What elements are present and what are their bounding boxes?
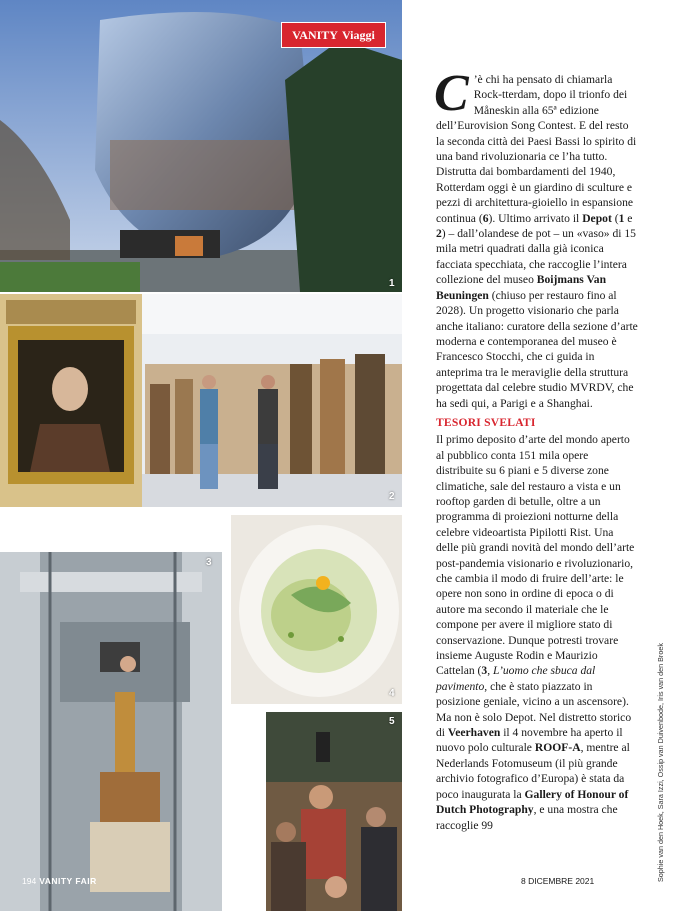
- page-number: 194: [22, 876, 37, 886]
- footer-folio: [22, 876, 97, 886]
- drop-cap: C: [434, 65, 469, 122]
- section-heading: TESORI SVELATI: [436, 415, 536, 429]
- article-paragraph-3: Ma non è solo Depot. Nel distretto storico di Veerhaven il 4 novembre ha aperto il nuovo polo culturale ROOF-A, mentre al Nederlands Fotomuseum (il più grande archivio fotografico d’Europa) è stata da poco inaugurata la Gallery of Honour of Dutch Photography, e una mostra che raccoglie 99: [436, 710, 632, 832]
- article-paragraph-1: C ’è chi ha pensato di chiamarla Rock-tterdam, dopo il trionfo dei Måneskin alla 65ª edizione dell’Eurovision Song Contest. E del resto la seconda città dei Paesi Bassi lo spirito di una band rivoluzionaria ce l’ha tutto. Distrutta dai bombardamenti del 1940, Rotterdam oggi è un giardino di sculture e pezzi di architettura-gioiello in espansione continua (6). Ultimo arrivato il Depot (1 e 2) – dall’olandese de pot – un «vaso» di 15 mila metri quadrati dalla già iconica facciata specchiata, che raccoglie l’intera collezione del museo Boijmans Van Beuningen (chiuso per restauro fino al 2028). Un progetto visionario che parla anche italiano: curatore della sezione d’arte moderna e contemporanea del museo è Francesco Stocchi, che ci guida in anteprima tra le meraviglie della struttura progettata dal celebre studio MVRDV, che ha sedi qui, a Parigi e a Shanghai.: [434, 65, 638, 410]
- photo-number-5: 5: [389, 716, 395, 727]
- photo-number-2: 2: [389, 491, 395, 502]
- photo-number-3: 3: [206, 557, 212, 568]
- photo-photographers: [266, 712, 402, 911]
- issue-date: 8 DICEMBRE 2021: [521, 876, 595, 886]
- section-badge: [281, 22, 386, 48]
- article-text: [434, 65, 638, 833]
- photo-number-4: 4: [389, 688, 395, 699]
- photo-credits: Sophie van den Hoek, Sara Izzi, Ossip van Duivenbode, Iris van den Broek: [656, 643, 665, 882]
- magazine-name: VANITY FAIR: [39, 876, 97, 886]
- photo-cattelan-elevator: [0, 552, 222, 911]
- badge-section: Viaggi: [341, 27, 375, 42]
- photo-depot-interior: [0, 294, 402, 507]
- badge-brand: VANITY: [292, 27, 338, 42]
- photo-number-1: 1: [389, 278, 395, 289]
- photo-dish: [231, 515, 402, 704]
- article-paragraph-2: Il primo deposito d’arte del mondo aperto al pubblico conta 151 mila opere distribuite su 6 piani e 5 diverse zone climatiche, sale del restauro a vista e un rooftop garden di betulle, oltre a un programma di proiezioni notturne della celebre videoartista Pipilotti Rist. Una delle più grandi novità del mondo dell’arte post-pandemia visionario e rivoluzionario, che cambia il modo di fruire dell’arte: le opere non sono in ordine di epoca o di autore ma secondo il materiale che le compone per avere il migliore stato di conservazione. Dunque potresti trovare insieme Auguste Rodin e Maurizio Cattelan (3, L’uomo che sbuca dal pavimento, che è stato piazzato in posizione geniale, vicino a un ascensore).: [436, 433, 635, 709]
